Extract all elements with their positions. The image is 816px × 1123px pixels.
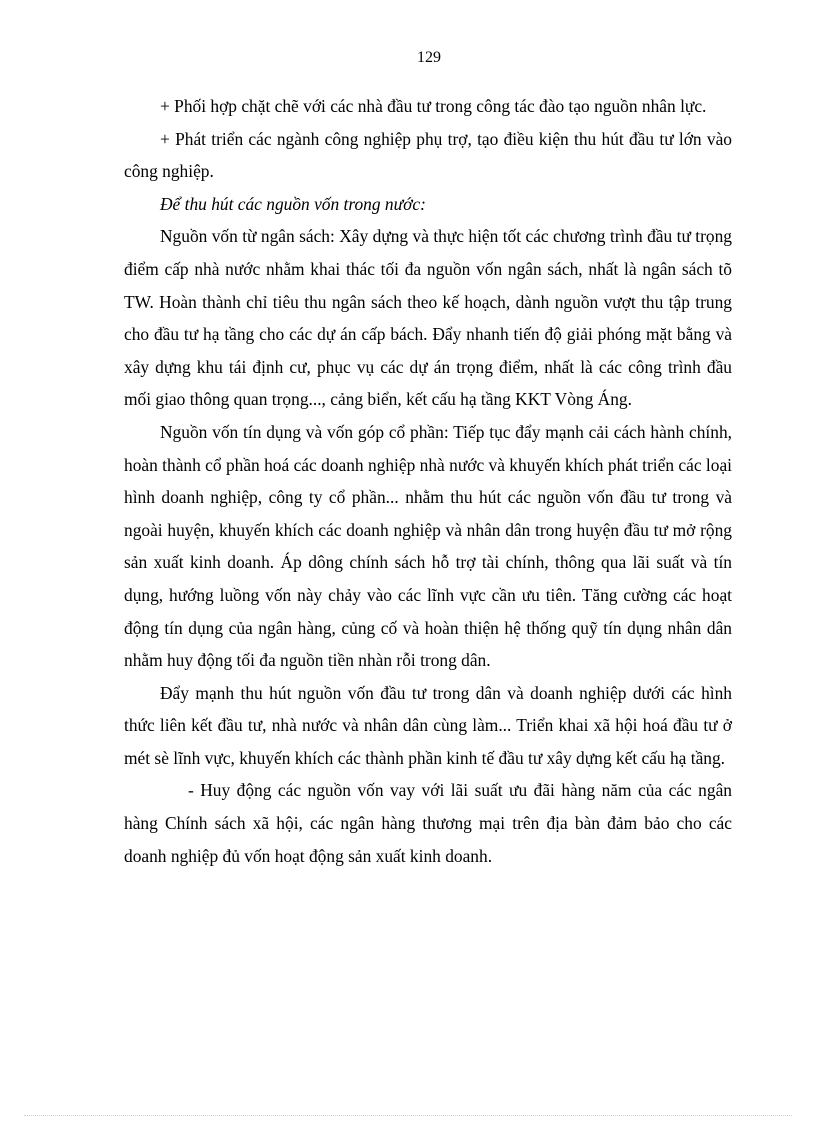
paragraph-credit-capital: Nguồn vốn tín dụng và vốn góp cổ phần: Tiếp tục đẩy mạnh cải cách hành chính, hoàn thành cổ phần hoá các doanh nghiệp nhà nước và khuyến khích phát triển các loại hình doanh nghiệp, công ty cổ phần... nhằm thu hút các nguồn vốn đầu tư trong và ngoài huyện, khuyến khích các doanh nghiệp và nhân dân trong huyện đầu tư mở rộng sản xuất kinh doanh. Áp dông chính sách hỗ trợ tài chính, thông qua lãi suất và tín dụng, hướng luồng vốn này chảy vào các lĩnh vực cần ưu tiên. Tăng cường các hoạt động tín dụng của ngân hàng, củng cố và hoàn thiện hệ thống quỹ tín dụng nhân dân nhằm huy động tối đa nguồn tiền nhàn rỗi trong dân. [124,421,732,671]
paragraph-bullet-industry: + Phát triển các ngành công nghiệp phụ trợ, tạo điều kiện thu hút đầu tư lớn vào công nghiệp. [124,128,732,182]
section-heading-domestic-capital: Để thu hút các nguồn vốn trong nước: [160,193,426,214]
paragraph-public-investment: Đẩy mạnh thu hút nguồn vốn đầu tư trong dân và doanh nghiệp dưới các hình thức liên kết đầu tư, nhà nước và nhân dân cùng làm... Triển khai xã hội hoá đầu tư ở mét sè lĩnh vực, khuyến khích các thành phần kinh tế đầu tư xây dựng kết cấu hạ tầng. [124,682,732,768]
bottom-dotted-line [24,1115,792,1116]
page-number: 129 [417,49,441,66]
paragraph-bullet-training: + Phối hợp chặt chẽ với các nhà đầu tư trong công tác đào tạo nguồn nhân lực. [160,96,707,116]
body-text [124,90,732,872]
paragraph-budget-capital: Nguồn vốn từ ngân sách: Xây dựng và thực hiện tốt các chương trình đầu tư trọng điểm cấp nhà nước nhằm khai thác tối đa nguồn vốn ngân sách, nhất là ngân sách tõ TW. Hoàn thành chỉ tiêu thu ngân sách theo kế hoạch, dành nguồn vượt thu tập trung cho đầu tư hạ tầng cho các dự án cấp bách. Đẩy nhanh tiến độ giải phóng mặt bằng và xây dựng khu tái định cư, phục vụ các dự án trọng điểm, nhất là các công trình đầu mối giao thông quan trọng..., cảng biển, kết cấu hạ tầng KKT Vòng Áng. [124,226,732,410]
paragraph-loan-mobilization: - Huy động các nguồn vốn vay với lãi suất ưu đãi hàng năm của các ngân hàng Chính sách xã hội, các ngân hàng thương mại trên địa bàn đảm bảo cho các doanh nghiệp đủ vốn hoạt động sản xuất kinh doanh. [124,780,732,866]
